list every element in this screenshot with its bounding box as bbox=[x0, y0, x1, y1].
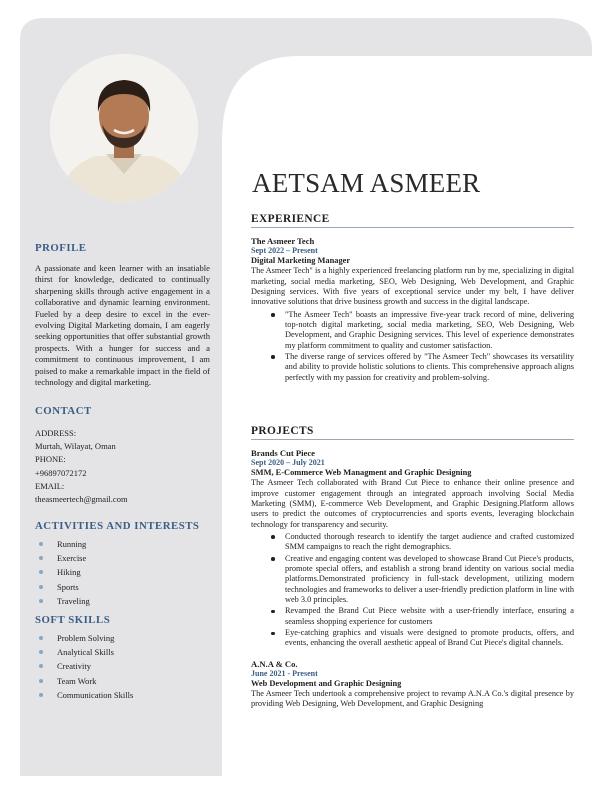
bullet-icon bbox=[39, 599, 43, 603]
bullet-icon bbox=[271, 632, 275, 636]
bullet-icon bbox=[271, 610, 275, 614]
experience-heading: EXPERIENCE bbox=[251, 213, 574, 228]
project-bullets bbox=[285, 532, 574, 649]
bullet-icon bbox=[39, 693, 43, 697]
list-item: Creativity bbox=[35, 659, 210, 673]
bullet-icon bbox=[39, 679, 43, 683]
contact-heading: CONTACT bbox=[35, 405, 92, 417]
bullet-icon bbox=[271, 355, 275, 359]
list-item: Creative and engaging content was developed to showcase Brand Cut Piece's products, promote special offers, and establish a strong brand identity on various social media platforms.Demonstrated proficiency in full-stack development, utilizing modern technologies and frameworks to deliver a user-friendly prediction platform in line with web 3.0 principles. bbox=[285, 554, 574, 606]
project-date: June 2021 - Present bbox=[251, 668, 318, 678]
email-label: EMAIL: bbox=[35, 480, 65, 491]
activities-section bbox=[35, 520, 210, 608]
bullet-icon bbox=[39, 570, 43, 574]
email-value[interactable]: theasmeertech@gmail.com bbox=[35, 494, 128, 505]
address-label: ADDRESS: bbox=[35, 428, 77, 438]
profile-section bbox=[35, 242, 210, 388]
bullet-icon bbox=[39, 542, 43, 546]
soft-skills-list bbox=[35, 631, 210, 702]
projects-section bbox=[251, 425, 574, 710]
projects-heading: PROJECTS bbox=[251, 425, 574, 440]
experience-date: Sept 2022 – Present bbox=[251, 246, 318, 256]
project-name: Brands Cut Piece bbox=[251, 448, 315, 458]
contact-section bbox=[35, 405, 210, 506]
list-item: Exercise bbox=[35, 551, 210, 565]
list-item: Revamped the Brand Cut Piece website with a user-friendly interface, ensuring a seamless shopping experience for customers bbox=[285, 606, 574, 627]
profile-heading: PROFILE bbox=[35, 242, 87, 254]
list-item: Communication Skills bbox=[35, 688, 210, 702]
activities-heading: ACTIVITIES AND INTERESTS bbox=[35, 520, 200, 532]
list-item: Conducted thorough research to identify the target audience and crafted customized SMM campaigns to reach the right demographics. bbox=[285, 532, 574, 553]
bullet-icon bbox=[39, 650, 43, 654]
list-item: Running bbox=[35, 537, 210, 551]
soft-skills-section bbox=[35, 614, 210, 702]
bullet-icon bbox=[39, 585, 43, 589]
list-item: Analytical Skills bbox=[35, 645, 210, 659]
list-item: The diverse range of services offered by "The Asmeer Tech" showcases its versatility and ability to provide holistic solutions to clients. This comprehensive approach aligns perfectly with my passion for creativity and problem-solving. bbox=[285, 352, 574, 383]
list-item: Traveling bbox=[35, 594, 210, 608]
project-role: SMM, E-Commerce Web Managment and Graphic Designing bbox=[251, 468, 472, 478]
list-item: Hiking bbox=[35, 565, 210, 579]
phone-label: PHONE: bbox=[35, 454, 66, 465]
bullet-icon bbox=[39, 556, 43, 560]
activities-list bbox=[35, 537, 210, 608]
experience-role: Digital Marketing Manager bbox=[251, 256, 351, 266]
phone-value: +96897072172 bbox=[35, 467, 87, 478]
profile-summary: A passionate and keen learner with an insatiable thirst for knowledge, dedicated to continually sharpening skills through active engagement in a collaborative and dynamic learning environment. Fueled by a deep desire to excel in the ever-evolving Digital Marketing domain, I am eagerly seeking opportunities that offer substantial growth prospects. With a hunger for success and a commitment to continuous improvement, I am poised to make a remarkable impact in the field of technology and digital marketing. bbox=[35, 263, 210, 388]
list-item: "The Asmeer Tech" boasts an impressive five-year track record of mine, delivering top-notch digital marketing, social media marketing, SEO, Web Designing, Web Development, and Graphic Designing services. This level of experience demonstrates my platform commitment to quality and customer satisfaction. bbox=[285, 310, 574, 351]
experience-company: The Asmeer Tech bbox=[251, 236, 315, 246]
project-description: The Asmeer Tech collaborated with Brand Cut Piece to enhance their online presence and improve customer engagement through an integrated approach involving Social Media Marketing (SMM), E-commerce Web Development, and Graphic Designing.Platform allows users to predict the outcomes of cryptocurrencies and sports events, leveraging blockchain technology for transparency and security. bbox=[251, 478, 574, 529]
experience-section bbox=[251, 213, 574, 384]
address-value: Murtah, Wilayat, Oman bbox=[35, 441, 116, 452]
bullet-icon bbox=[39, 664, 43, 668]
soft-skills-heading: SOFT SKILLS bbox=[35, 614, 111, 626]
project-description: The Asmeer Tech undertook a comprehensive project to revamp A.N.A Co.'s digital presence by providing Web Designing, Web Development, and Graphic Designing bbox=[251, 688, 574, 709]
list-item: Problem Solving bbox=[35, 631, 210, 645]
bullet-icon bbox=[271, 535, 275, 539]
bullet-icon bbox=[271, 557, 275, 561]
experience-description: The Asmeer Tech" is a highly experienced freelancing platform run by me, specializing in digital marketing, social media marketing, SEO, Web Designing, Web Development, and Graphic Designing services. With five years of exceptional service under my belt, I have deliver innovative solutions that drive business growth and success in the digital landscape. bbox=[251, 266, 574, 307]
list-item: Sports bbox=[35, 580, 210, 594]
contact-details bbox=[35, 427, 210, 506]
list-item: Team Work bbox=[35, 674, 210, 688]
list-item: Eye-catching graphics and visuals were designed to promote products, offers, and events, enhancing the overall aesthetic appeal of Brand Cut Piece's digital channels. bbox=[285, 628, 574, 649]
experience-bullets bbox=[285, 310, 574, 383]
bullet-icon bbox=[39, 636, 43, 640]
candidate-name: AETSAM ASMEER bbox=[252, 168, 481, 198]
project-date: Sept 2020 – July 2021 bbox=[251, 458, 325, 468]
profile-photo bbox=[50, 54, 198, 202]
project-name: A.N.A & Co. bbox=[251, 658, 298, 669]
project-role: Web Development and Graphic Designing bbox=[251, 678, 402, 688]
bullet-icon bbox=[271, 313, 275, 317]
